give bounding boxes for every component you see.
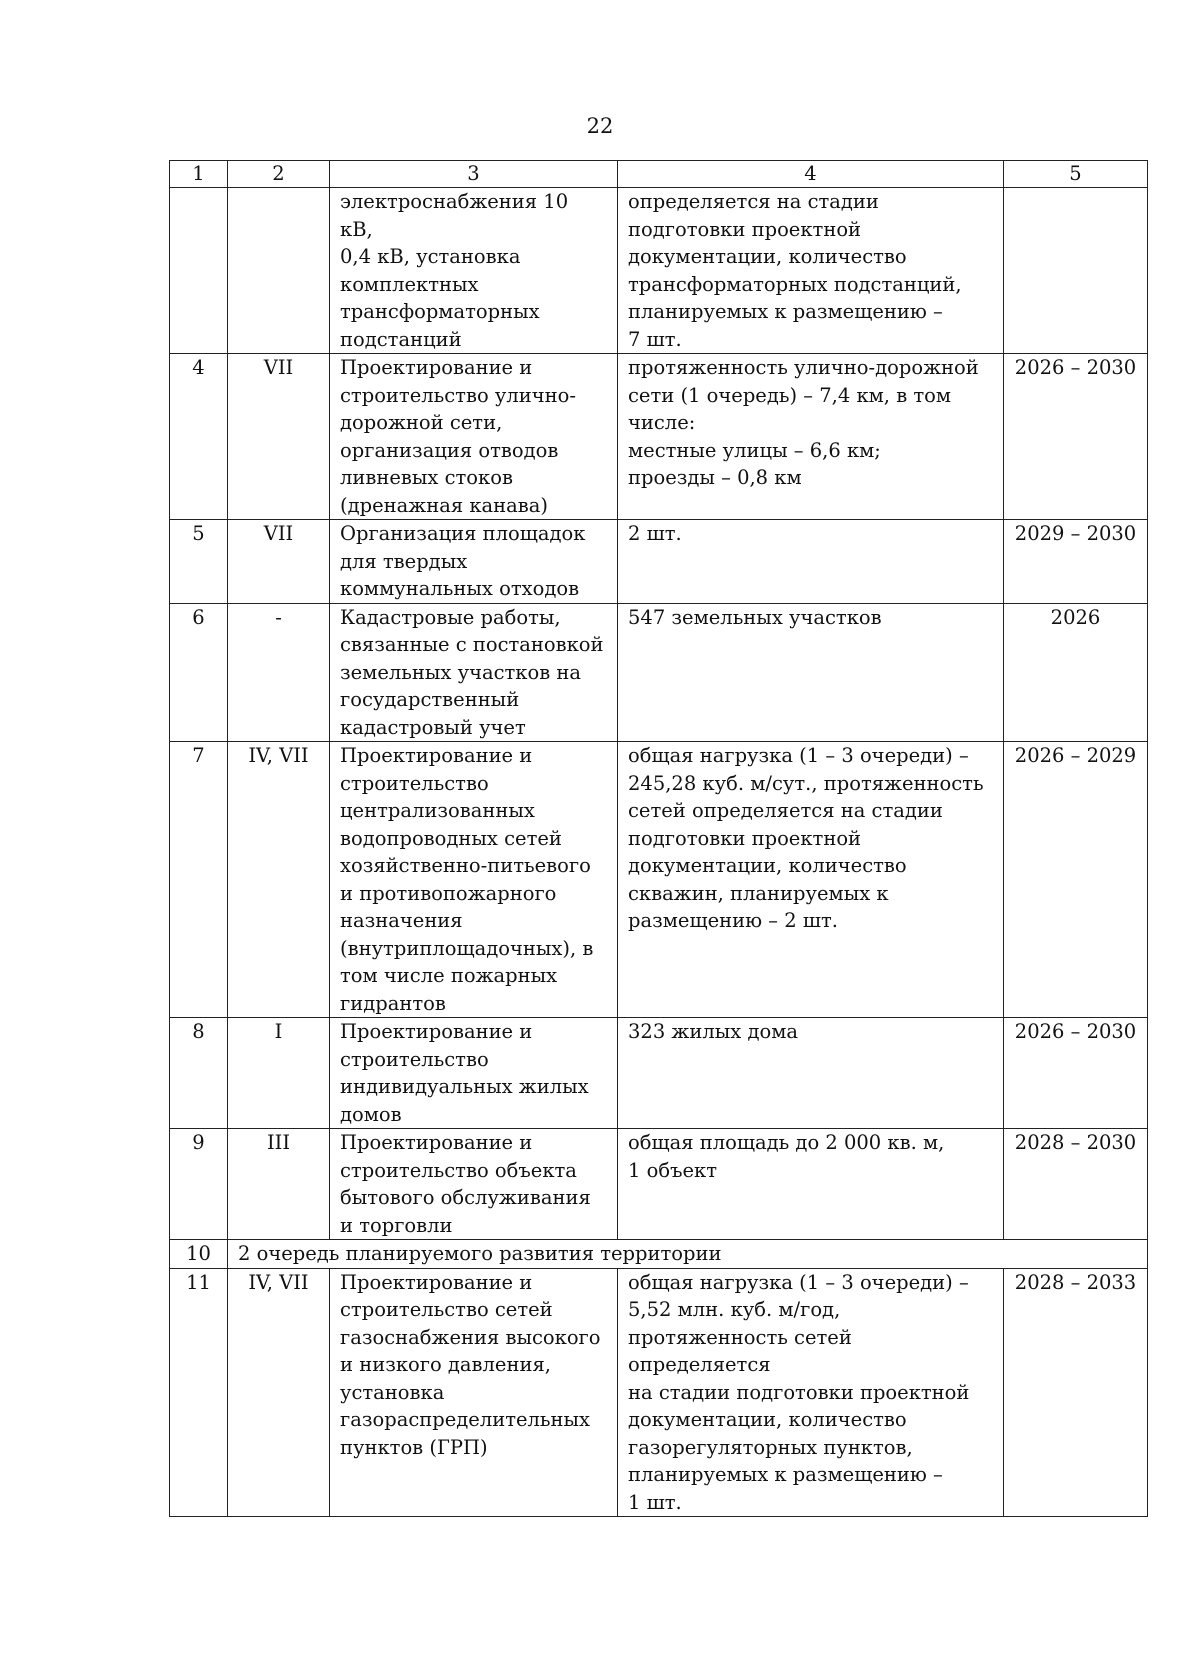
row-number: 7 (170, 742, 228, 1018)
row-number (170, 188, 228, 354)
row-params: протяженность улично-дорожной сети (1 очередь) – 7,4 км, в том числе: местные улицы – 6,6 км; проезды – 0,8 км (618, 354, 1004, 520)
table-row (170, 354, 1148, 520)
row-period: 2026 – 2030 (1004, 354, 1148, 520)
row-params: общая нагрузка (1 – 3 очереди) – 245,28 куб. м/сут., протяженность сетей определяется на стадии подготовки проектной документации, количество скважин, планируемых к размещению – 2 шт. (618, 742, 1004, 1018)
row-zone: IV, VII (228, 1268, 330, 1517)
section-title: 2 очередь планируемого развития территории (228, 1240, 1148, 1269)
row-params: общая площадь до 2 000 кв. м, 1 объект (618, 1129, 1004, 1240)
row-zone: VII (228, 354, 330, 520)
row-period: 2028 – 2033 (1004, 1268, 1148, 1517)
row-params: 323 жилых дома (618, 1018, 1004, 1129)
row-zone: - (228, 603, 330, 742)
row-period (1004, 188, 1148, 354)
row-number: 5 (170, 520, 228, 604)
row-params: общая нагрузка (1 – 3 очереди) – 5,52 млн. куб. м/год, протяженность сетей определяется на стадии подготовки проектной документации, количество газорегуляторных пунктов, планируемых к размещению – 1 шт. (618, 1268, 1004, 1517)
row-period: 2026 – 2030 (1004, 1018, 1148, 1129)
row-name: Проектирование и строительство объекта бытового обслуживания и торговли (330, 1129, 618, 1240)
table-row (170, 603, 1148, 742)
row-number: 4 (170, 354, 228, 520)
row-name: Проектирование и строительство сетей газоснабжения высокого и низкого давления, установка газораспределительных пунктов (ГРП) (330, 1268, 618, 1517)
row-period: 2026 (1004, 603, 1148, 742)
row-name: Организация площадок для твердых коммунальных отходов (330, 520, 618, 604)
row-name: Кадастровые работы, связанные с постановкой земельных участков на государственный кадастровый учет (330, 603, 618, 742)
header-cell: 2 (228, 161, 330, 188)
row-name: Проектирование и строительство индивидуальных жилых домов (330, 1018, 618, 1129)
table-row (170, 742, 1148, 1018)
row-params: 2 шт. (618, 520, 1004, 604)
header-cell: 3 (330, 161, 618, 188)
page-number: 22 (586, 114, 614, 138)
table-row (170, 188, 1148, 354)
row-zone: III (228, 1129, 330, 1240)
header-cell: 4 (618, 161, 1004, 188)
row-period: 2026 – 2029 (1004, 742, 1148, 1018)
row-number: 11 (170, 1268, 228, 1517)
table-row (170, 520, 1148, 604)
row-params: определяется на стадии подготовки проектной документации, количество трансформаторных подстанций, планируемых к размещению – 7 шт. (618, 188, 1004, 354)
row-name: Проектирование и строительство улично- дорожной сети, организация отводов ливневых стоков (дренажная канава) (330, 354, 618, 520)
row-name: Проектирование и строительство централизованных водопроводных сетей хозяйственно-питьевого и противопожарного назначения (внутриплощадочных), в том числе пожарных гидрантов (330, 742, 618, 1018)
row-number: 10 (170, 1240, 228, 1269)
row-params: 547 земельных участков (618, 603, 1004, 742)
row-zone (228, 188, 330, 354)
table-row (170, 1268, 1148, 1517)
table-row (170, 1129, 1148, 1240)
row-name: электроснабжения 10 кВ, 0,4 кВ, установка комплектных трансформаторных подстанций (330, 188, 618, 354)
section-row (170, 1240, 1148, 1269)
header-cell: 5 (1004, 161, 1148, 188)
header-cell: 1 (170, 161, 228, 188)
table-row (170, 1018, 1148, 1129)
row-period: 2028 – 2030 (1004, 1129, 1148, 1240)
row-number: 9 (170, 1129, 228, 1240)
row-zone: VII (228, 520, 330, 604)
row-period: 2029 – 2030 (1004, 520, 1148, 604)
row-zone: IV, VII (228, 742, 330, 1018)
row-zone: I (228, 1018, 330, 1129)
measures-table (169, 160, 1148, 1517)
row-number: 8 (170, 1018, 228, 1129)
row-number: 6 (170, 603, 228, 742)
table-header-row (170, 161, 1148, 188)
